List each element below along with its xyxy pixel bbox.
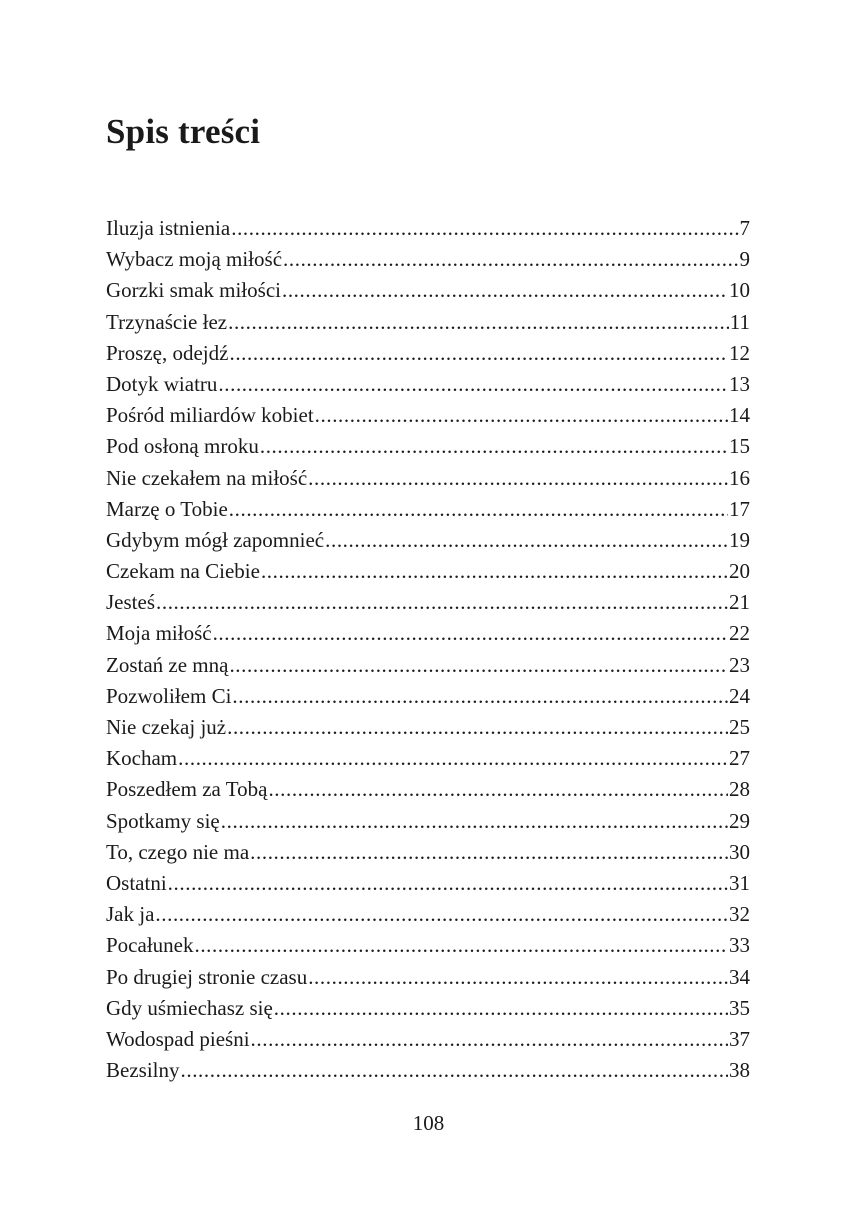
dot-leader xyxy=(268,774,728,805)
toc-entry-page: 24 xyxy=(729,683,750,708)
toc-entry-title: Poszedłem za Tobą xyxy=(106,777,268,802)
toc-entry xyxy=(106,525,750,556)
toc-entry-title: To, czego nie ma xyxy=(106,839,250,864)
toc-entry xyxy=(106,1024,750,1055)
dot-leader xyxy=(308,463,728,494)
dot-leader xyxy=(181,1055,729,1086)
toc-entry-title: Zostań ze mną xyxy=(106,652,229,677)
toc-entry-page: 17 xyxy=(729,496,750,521)
toc-entry-title: Pocałunek xyxy=(106,933,194,958)
dot-leader xyxy=(178,743,728,774)
toc-entry xyxy=(106,774,750,805)
toc-entry-title: Moja miłość xyxy=(106,621,212,646)
toc-entry xyxy=(106,868,750,899)
toc-entry-page: 28 xyxy=(729,777,750,802)
toc-entry-title: Gdy uśmiechasz się xyxy=(106,995,273,1020)
page-title: Spis treści xyxy=(106,112,261,151)
dot-leader xyxy=(231,213,738,244)
toc-entry-page: 31 xyxy=(729,870,750,895)
dot-leader xyxy=(168,868,728,899)
toc-entry xyxy=(106,618,750,649)
dot-leader xyxy=(232,681,728,712)
dot-leader xyxy=(194,930,728,961)
toc-entry-title: Bezsilny xyxy=(106,1058,180,1083)
toc-entry-title: Marzę o Tobie xyxy=(106,496,228,521)
toc-entry-title: Po drugiej stronie czasu xyxy=(106,964,308,989)
dot-leader xyxy=(251,1024,728,1055)
toc-entry-title: Pozwoliłem Ci xyxy=(106,683,232,708)
toc-entry-page: 7 xyxy=(739,216,750,240)
toc-entry xyxy=(106,275,750,306)
dot-leader xyxy=(218,369,728,400)
dot-leader xyxy=(228,307,729,338)
dot-leader xyxy=(213,618,728,649)
toc-entry-page: 19 xyxy=(729,527,750,552)
dot-leader xyxy=(250,837,728,868)
toc-entry-title: Gorzki smak miłości xyxy=(106,278,281,303)
toc-entry xyxy=(106,930,750,961)
toc-entry xyxy=(106,213,750,244)
toc-entry xyxy=(106,494,750,525)
toc-entry-page: 23 xyxy=(729,652,750,677)
toc-entry-title: Nie czekaj już xyxy=(106,715,227,739)
dot-leader xyxy=(261,556,728,587)
toc-entry xyxy=(106,681,750,712)
toc-entry-title: Ostatni xyxy=(106,870,167,895)
dot-leader xyxy=(155,899,728,930)
page-number: 108 xyxy=(412,1111,445,1135)
toc-entry xyxy=(106,837,750,868)
toc-entry xyxy=(106,993,750,1024)
dot-leader xyxy=(229,650,728,681)
toc-entry-page: 21 xyxy=(729,590,750,615)
dot-leader xyxy=(315,400,728,431)
dot-leader xyxy=(229,494,728,525)
toc-entry-title: Kocham xyxy=(106,746,178,771)
toc-entry-title: Iluzja istnienia xyxy=(106,216,231,240)
toc-entry xyxy=(106,899,750,930)
dot-leader xyxy=(282,275,728,306)
toc-entry-page: 10 xyxy=(729,278,750,303)
toc-entry xyxy=(106,369,750,400)
toc-entry-page: 22 xyxy=(729,621,750,646)
toc-entry xyxy=(106,1055,750,1086)
toc-entry-title: Trzynaście łez xyxy=(106,309,228,334)
toc-entry xyxy=(106,463,750,494)
toc-entry-page: 30 xyxy=(729,839,750,864)
dot-leader xyxy=(260,431,728,462)
toc-entry-page: 34 xyxy=(729,964,750,989)
dot-leader xyxy=(156,587,728,618)
toc-entry-title: Proszę, odejdź xyxy=(106,340,229,365)
toc-entry-title: Nie czekałem na miłość xyxy=(106,465,308,490)
toc-entry-title: Pośród miliardów kobiet xyxy=(106,403,314,428)
toc-entry xyxy=(106,400,750,431)
toc-entry-page: 35 xyxy=(729,995,750,1020)
toc-entry xyxy=(106,431,750,462)
toc-entry-page: 32 xyxy=(729,902,750,927)
toc-entry xyxy=(106,338,750,369)
toc-entry xyxy=(106,587,750,618)
toc-entry xyxy=(106,650,750,681)
toc-entry-title: Pod osłoną mroku xyxy=(106,434,259,459)
toc-entry-page: 11 xyxy=(729,309,750,334)
toc-entry-page: 29 xyxy=(729,808,750,833)
dot-leader xyxy=(283,244,738,275)
toc-entry-page: 14 xyxy=(729,403,750,428)
toc-entry-page: 16 xyxy=(729,465,750,490)
dot-leader xyxy=(325,525,728,556)
dot-leader xyxy=(229,338,728,369)
toc-entry-title: Dotyk wiatru xyxy=(106,371,218,396)
toc-entry-title: Wybacz moją miłość xyxy=(106,247,283,272)
toc-entry xyxy=(106,244,750,275)
toc-entry xyxy=(106,556,750,587)
dot-leader xyxy=(308,962,728,993)
toc-entry-title: Wodospad pieśni xyxy=(106,1026,250,1051)
toc-entry-page: 37 xyxy=(729,1026,750,1051)
dot-leader xyxy=(274,993,728,1024)
toc-entry-page: 13 xyxy=(729,371,750,396)
toc-entry-title: Jak ja xyxy=(106,902,155,927)
toc-entry-title: Spotkamy się xyxy=(106,808,220,833)
toc-entry xyxy=(106,743,750,774)
dot-leader xyxy=(221,806,728,837)
toc-entry xyxy=(106,712,750,743)
toc-entry-page: 25 xyxy=(729,715,750,739)
dot-leader xyxy=(227,712,728,743)
toc-entry-title: Gdybym mógł zapomnieć xyxy=(106,527,325,552)
toc-entry-page: 15 xyxy=(729,434,750,459)
toc-entry-page: 38 xyxy=(729,1058,750,1083)
table-of-contents xyxy=(106,213,750,1086)
toc-entry-page: 9 xyxy=(739,247,750,272)
toc-entry xyxy=(106,307,750,338)
toc-entry xyxy=(106,962,750,993)
toc-entry-page: 20 xyxy=(729,559,750,584)
toc-entry xyxy=(106,806,750,837)
toc-entry-page: 27 xyxy=(729,746,750,771)
toc-entry-title: Czekam na Ciebie xyxy=(106,559,260,584)
toc-entry-title: Jesteś xyxy=(106,590,155,615)
toc-entry-page: 33 xyxy=(729,933,750,958)
toc-entry-page: 12 xyxy=(729,340,750,365)
